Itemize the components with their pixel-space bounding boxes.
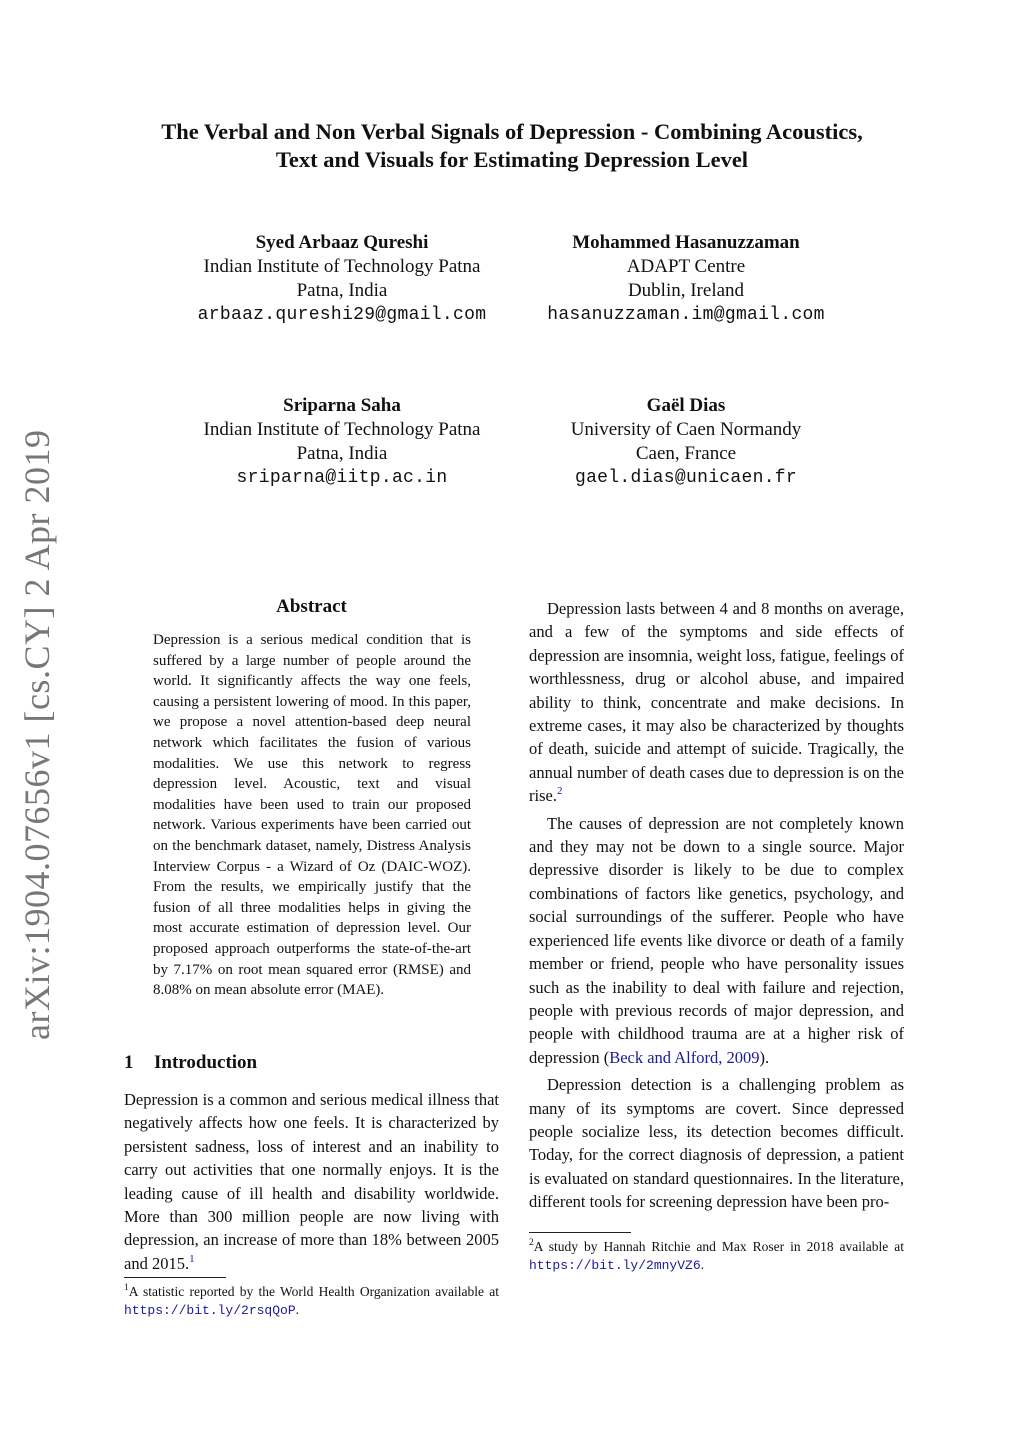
intro-paragraph-1-text: Depression is a common and serious medical illness that negatively affects how one feels. It is characterized by persistent sadness, loss of interest and an inability to carry out activities that one normally enjoys. It is the leading cause of ill health and disability worldwide. More than 300 million people are now living with depression, an increase of more than 18% between 2005 and 2015.	[124, 1090, 499, 1273]
footnote-1-text: A statistic reported by the World Health Organization available at	[128, 1284, 499, 1300]
right-paragraph-2-text: The causes of depression are not completely known and they may not be down to a single source. Major depressive disorder is likely to be due to complex combinations of factors like genetics, psychology, and social surroundings of the sufferer. People who have experienced life events like divorce or death of a family member or friend, people who have personality issues such as the inability to deal with failure and rejection, people with previous records of major depression, and people with childhood trauma are at a higher risk of depression (	[529, 813, 904, 1067]
author-name: Sriparna Saha	[283, 395, 401, 416]
section-title: Introduction	[154, 1052, 258, 1073]
footnote-1-mark: 1	[124, 1283, 129, 1294]
author-block-3	[152, 394, 532, 490]
author-block-2	[496, 231, 876, 327]
footnote-1-end: .	[295, 1302, 300, 1318]
footnote-marker-1[interactable]: 1	[189, 1252, 195, 1265]
paper-title	[100, 118, 924, 174]
author-block-1	[152, 231, 532, 327]
title-line-1: The Verbal and Non Verbal Signals of Depression - Combining Acoustics,	[161, 119, 863, 144]
right-paragraph-2	[529, 812, 904, 1069]
left-column-body	[124, 1088, 499, 1320]
author-affiliation: Indian Institute of Technology Patna	[203, 256, 481, 277]
right-paragraph-1	[529, 597, 904, 808]
title-line-2: Text and Visuals for Estimating Depression Level	[275, 147, 749, 172]
author-affiliation: ADAPT Centre	[626, 256, 746, 277]
section-number: 1	[124, 1052, 134, 1073]
author-location: Caen, France	[635, 443, 737, 464]
right-paragraph-1-text: Depression lasts between 4 and 8 months on average, and a few of the symptoms and side effects of depression are insomnia, weight loss, fatigue, feelings of worthlessness, drug or alcohol abuse, and impaired ability to think, concentrate and make decisions. In extreme cases, it may also be characterized by thoughts of death, suicide and attempt of suicide. Tragically, the annual number of death cases due to depression is on the rise.	[529, 599, 904, 806]
author-name: Gaël Dias	[646, 395, 726, 416]
footnote-2-text: A study by Hannah Ritchie and Max Roser in 2018 available at	[533, 1238, 904, 1254]
author-email[interactable]: arbaaz.qureshi29@gmail.com	[197, 305, 487, 325]
right-paragraph-3: Depression detection is a challenging problem as many of its symptoms are covert. Since depressed people socialize less, its detection becomes difficult. Today, for the correct diagnosis of depression, a patient is evaluated on standard questionnaires. In the literature, different tools for screening depression have been pro-	[529, 1075, 904, 1212]
abstract-text: Depression is a serious medical condition that is suffered by a large number of people around the world. It significantly affects the way one feels, causing a persistent lowering of mood. In this paper, we propose a novel attention-based deep neural network which facilitates the fusion of various modalities. We use this network to regress depression level. Acoustic, text and visual modalities have been used to train our proposed network. Various experiments have been carried out on the benchmark dataset, namely, Distress Analysis Interview Corpus - a Wizard of Oz (DAIC-WOZ). From the results, we empirically justify that the fusion of all three modalities helps in giving the most accurate estimation of depression level. Our proposed approach outperforms the state-of-the-art by 7.17% on root mean squared error (RMSE) and 8.08% on mean absolute error (MAE).	[153, 632, 471, 999]
author-email[interactable]: hasanuzzaman.im@gmail.com	[547, 305, 825, 325]
footnote-1	[124, 1283, 499, 1320]
author-email[interactable]: gael.dias@unicaen.fr	[574, 468, 798, 488]
author-location: Dublin, Ireland	[627, 280, 745, 301]
intro-paragraph-1	[124, 1088, 499, 1275]
author-name: Syed Arbaaz Qureshi	[255, 232, 429, 253]
footnote-2-end: .	[700, 1256, 705, 1272]
footnote-1-url[interactable]: https://bit.ly/2rsqQoP	[124, 1303, 296, 1319]
footnote-marker-2[interactable]: 2	[556, 785, 563, 798]
right-paragraph-2-end: ).	[759, 1047, 770, 1067]
author-affiliation: University of Caen Normandy	[570, 419, 802, 440]
author-location: Patna, India	[296, 280, 388, 301]
abstract-body	[153, 630, 471, 1001]
author-email[interactable]: sriparna@iitp.ac.in	[236, 468, 448, 488]
footnote-2-mark: 2	[529, 1237, 534, 1248]
citation-link[interactable]: Beck and Alford, 2009	[609, 1047, 760, 1067]
footnote-2-url[interactable]: https://bit.ly/2mnyVZ6	[529, 1257, 701, 1273]
author-block-4	[496, 394, 876, 490]
footnote-2	[529, 1238, 904, 1275]
section-heading-introduction	[124, 1052, 257, 1074]
author-name: Mohammed Hasanuzzaman	[572, 232, 800, 253]
footnote-rule-left	[124, 1277, 226, 1278]
footnote-rule-right	[529, 1232, 631, 1233]
right-column-body	[529, 597, 904, 1275]
arxiv-stamp: arXiv:1904.07656v1 [cs.CY] 2 Apr 2019	[17, 429, 57, 1040]
author-location: Patna, India	[296, 443, 388, 464]
author-affiliation: Indian Institute of Technology Patna	[203, 419, 481, 440]
abstract-heading: Abstract	[276, 596, 347, 617]
